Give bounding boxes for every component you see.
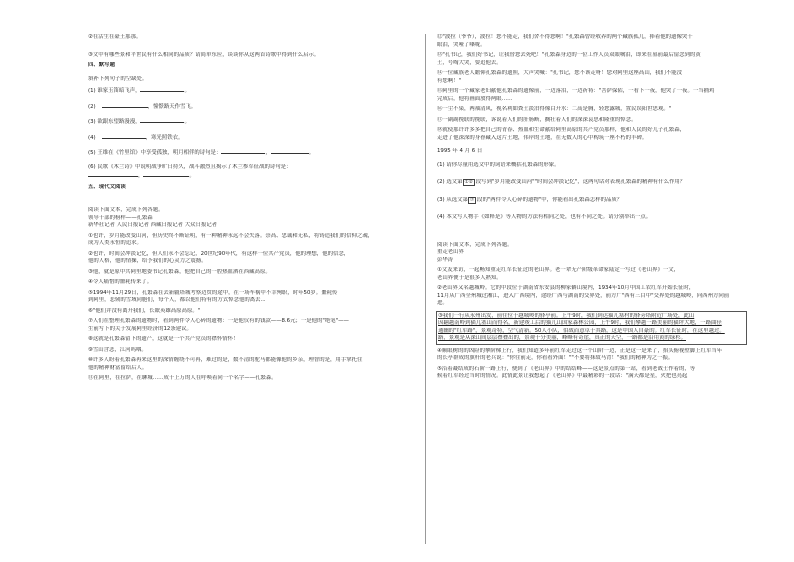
fill-question: (5) 王维在《竹里馆》中享受孤独，明月相伴的诗句是： ， 。 — [88, 150, 315, 156]
paragraph-line: 11月从广西全州城过湘江，进入广西境内，途经广西与湖南的交界处，前方广"西有三目中"交界处的越城岭，向西州方向前 — [437, 292, 730, 299]
text-line: ③文中有哪些景和平世民有什么相同的品质？请简单东应，谈谈你从这两首诗歌中得到什么启示。 — [88, 51, 320, 58]
paragraph-line: 生前写下的关于发展阿里经济的12条建议。 — [88, 325, 192, 332]
paragraph-line: 土，号啕大哭，要追他去。 — [437, 59, 502, 66]
paragraph-line: ③我们一行从永州出发，前往位于越城岭的驿亭前。上午9时，我们到达猫儿塞村的驿旁塔附近广场处，此山 — [438, 312, 695, 319]
paragraph-line: ⑦人们在整理孔繁森的遗物时，看到两件令人心碎的遗物：一是他仅有的钱款——8.6元；一是他的"绝笔"—— — [88, 318, 349, 324]
highlighted-paragraph — [436, 311, 747, 345]
paragraph-line: ⑧这就是孔繁森留下的遗产，这就是一个共产党员的襟怀情怀！ — [88, 336, 239, 342]
passage-date: 1995 年 4 月 6 日 — [437, 148, 483, 154]
paragraph-line: 他的人格，他的情操，给予我们的心灵力之震撼。 — [88, 258, 207, 264]
answer-blank[interactable] — [140, 117, 184, 123]
paragraph-line: ①也许，岁月能改变山河，但历史终不断证明，有一种精神永远不会失落。崇高、忠诚和无私，将铸造我们的信仰之魂， — [88, 232, 374, 239]
paragraph-line: 进。 — [437, 300, 448, 306]
paragraph-line: ⑥"他们并没有离开我们，长眠英雄高原高原。" — [88, 307, 201, 314]
paragraph-line: 眼泪，哭哑了嗓咙。 — [437, 41, 486, 48]
right-column — [437, 34, 775, 381]
section-heading: 五、现代文阅读 — [88, 183, 126, 190]
paragraph-line: ⑩许多人盼着孔繁森再来这里的深情缠绕不可再，难过的是，数不清的驼马都能像他的乡亲，理智的是，用手掌托住 — [88, 357, 363, 363]
fill-question: (1) 谁家玉笛暗飞声， 。 — [88, 88, 190, 94]
paragraph-ref: ①② — [464, 180, 473, 185]
paragraph-line: 他的精神财富留给后人。 — [88, 364, 148, 371]
paragraph-line: 的长亭群成的旗杆的老兵说："你往前走，你看看外面！""不要将抹故马背！"我们的精神为之一振。 — [437, 355, 674, 361]
passage-author: 彭华涛 — [437, 256, 454, 263]
answer-blank[interactable] — [143, 171, 189, 177]
reading-question: (2) 选文第 ①② 段写到"岁月能改变山河""时间会冲淡记忆"，这两句话对表现孔繁森的精神有什么作用？ — [437, 179, 686, 185]
answer-blank[interactable] — [140, 86, 184, 92]
paragraph-line: 完成后，他将画面放得两眼…… — [437, 95, 513, 102]
paragraph-line: 老山界便于是很多人熟知。 — [437, 274, 502, 281]
fill-question: (6) 民歌《木兰诗》中说明战争旷日持久，战斗激烈且揭示了木兰参军征战的诗句是： — [88, 163, 292, 170]
paragraph-line: 候着红军经过当时的情况。此情此景让我想起了《老山界》中最精彩的一段话："满天都是星，火把也亮起 — [437, 373, 688, 379]
fill-question: ， 。 — [88, 171, 426, 181]
reading-question: (3) 从选文第 ⑦ 段的"两件令人心碎的遗物"中，你能看出孔繁森怎样的品质？ — [437, 196, 623, 203]
paragraph-line: ⑯一尘不染，两袖清风，视名利如粪土淡泊得像白开水：二高是胸，轻您露城，置民误阳世思观。" — [437, 106, 672, 112]
paragraph-line: ⑱就使那许许多多把自己的青春、热血和生命献给阿里高原的共产党员那样，他和人民的好儿子孔繁森， — [437, 127, 685, 133]
answer-blank[interactable] — [88, 171, 138, 177]
passage-byline: 新华社记者 人民日报记者 西藏日报记者 大众日报记者 — [88, 222, 218, 228]
paragraph-line: ②也许，时间会冲淡记忆，但人们永不会忘记，20世纪90年代，有这样一位共产党员，他的理想，他的信念， — [88, 250, 350, 257]
answer-blank[interactable] — [102, 102, 148, 108]
text-line: 阅读下面文本，完成下列各题。 — [88, 207, 164, 213]
fill-question: (4) ，寒光照铁衣。 — [88, 134, 184, 141]
section-heading: 四、默写题 — [88, 62, 115, 68]
paragraph-line: ⑭一位藏族老人瞻仰孔繁森的遗照，大声哭喊："孔书记，您不该走呀！您对阿里这座高山，我们不能没 — [437, 70, 683, 76]
fill-question: (3) 欲跟东望路漫漫， 。 — [88, 119, 190, 125]
left-column — [88, 34, 426, 383]
paragraph-line: 有您啊！" — [437, 77, 462, 84]
paragraph-line: ⑨雪山含悲，江河呜咽。 — [88, 346, 147, 353]
paragraph-line: 成为人类永恒的追求。 — [88, 240, 142, 246]
paragraph-line: 因翻越南岭到猫儿塞山而得名，新建竣工后的猫儿山国家森林公园，上午9时，我们攀越一路美丽的猫坪大地，一路曲径 — [438, 320, 722, 326]
paragraph-line: ⑪在阿里，在拉萨，在聊城……成千上万的人在呼唤着同一个名字——孔繁森。 — [88, 375, 277, 381]
paragraph-line: ③他，就是原中共阿里地委书记孔繁森，他把自己的一腔热血洒在西藏高原。 — [88, 268, 271, 275]
paragraph-line: 路，景观是从深山间层层叠叠出的，景观十分美丽，峰峰有奇崖，真正的天空，一路都是沿用黄的绿杉。 — [438, 335, 686, 341]
passage-title: 领导干部的榜样——孔繁森 — [88, 214, 153, 221]
text-line: ②在活生在豪王那那。 — [88, 34, 142, 40]
answer-blank[interactable] — [271, 148, 309, 154]
paragraph-ref: ⑦ — [469, 197, 475, 203]
paragraph-line: 到阿里，悲恸的雪域同胞们，每个人，都以他们特有的方式悼念他的离去... — [88, 297, 266, 303]
column-divider — [425, 34, 426, 544]
paragraph-line: 走进了他深深的身眷藏入这片土地，伟岸的土地，在无数人的心中构筑一座不朽的丰碑。 — [437, 134, 648, 141]
reading-question: (4) 本文写人物手《如释是》等人物的方法有相同之处，也有不同之处。请分别举出一点。 — [437, 214, 652, 220]
paragraph-line: ①文友来访，一起畅知重走红军长征过的老山界。老一辈无产阶级革命家陆定一写过《老山界》一文， — [437, 267, 680, 273]
reading-question: (1) 请你尽量用选文中的词语来概括孔繁森的形象。 — [437, 161, 560, 168]
paragraph-line: ④顺眼树的的凶险的攀阶梯上行，我们知道多年前红军走过这一个山阶一边，正是这一是来了，抬头俯视壁脚上红军当年 — [437, 347, 723, 354]
text-line: 填补下列句子的空缺处。 — [88, 75, 148, 82]
paragraph-line: ⑤1994年11月29日，孔繁森在去新疆塔城考察边贸的途中，在一场车祸中不幸殉职，时年50岁。噩耗传 — [88, 289, 338, 296]
paragraph-line: ⑮阿里的一个藏家老妇献他孔繁森的遗像前，一边落泪，一边祈祷："菩萨保佑，一看下一夜，他哭了一夜。一当捕鸡 — [437, 88, 715, 94]
paragraph-line: ⑫"波拉（爷爷），波拉！您不能走，我们舍不得您啊！"孔繁森曾经收养的两个藏族孤儿，捧着他的遗像哭干 — [437, 34, 693, 40]
fill-question: (2) ，憧憬路天作雪飞。 — [88, 103, 197, 110]
paragraph-line: 通幽的"红军路"，景观奇特，空气清新。50人小队，伯战而意卓于其路，这是中国人自豪的。红军长征时，在这里越过。 — [438, 327, 725, 334]
paragraph-line: ⑰一副副挽联的挽联，诉说着人们的肝肠断，搁壮着人们的深深哀思和隆重的悼念。 — [437, 116, 637, 123]
paragraph-line: ⑤沿着凝结成的石阶一路上行，便到了《老山界》中的结结峰——这是景点的第一站，看到老战士作着的，等 — [437, 365, 696, 372]
paragraph-line: ④令人痛惜的噩耗传来了。 — [88, 279, 153, 285]
paragraph-line: ②老山界又名越城岭。它的中段位于湖南省东安县的柳家僻山境内，1934年10月中国工农红军开始长征时， — [437, 285, 695, 291]
paragraph-line: ⑬"孔书记，我们好书记，让我替您去死吧！"孔繁森身边的一位工作人员双眼噙泪，即来在墓前最后留念到的黄 — [437, 52, 701, 58]
answer-blank[interactable] — [221, 148, 265, 154]
passage-title: 重走老山界 — [437, 249, 464, 255]
answer-blank[interactable] — [102, 133, 146, 139]
text-line: 阅读下面文本，完成下列各题。 — [437, 241, 513, 248]
